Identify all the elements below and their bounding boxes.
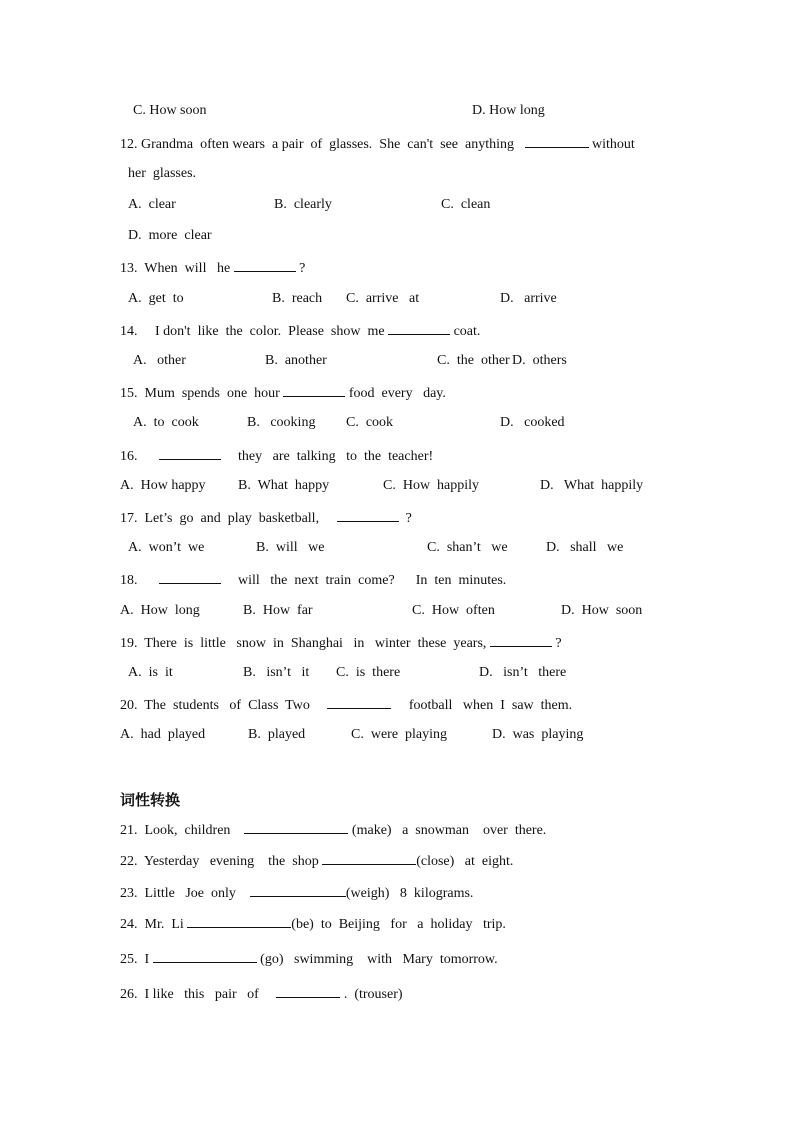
q19-option-b: B. isn’t it	[243, 665, 310, 680]
q17-text-after: ?	[405, 511, 412, 526]
answer-blank[interactable]	[159, 446, 221, 460]
q12-text-line2: her glasses.	[128, 166, 197, 181]
q15-option-d: D. cooked	[500, 415, 565, 430]
answer-blank[interactable]	[159, 570, 221, 584]
answer-blank[interactable]	[322, 851, 416, 865]
q21-question	[120, 820, 546, 840]
q18-option-a: A. How long	[120, 603, 200, 618]
q12-question	[120, 134, 635, 154]
q15-question	[120, 383, 446, 403]
q13-option-b: B. reach	[272, 291, 323, 306]
q16-option-a: A. How happy	[120, 478, 206, 493]
q12-option-a: A. clear	[128, 197, 176, 212]
answer-blank[interactable]	[490, 633, 552, 647]
q19-text-after: ?	[555, 636, 562, 651]
q11-option-c: C. How soon	[133, 103, 207, 118]
section-heading: 词性转换	[120, 791, 181, 809]
q23-text: 23. Little Joe only	[120, 886, 236, 901]
q18-option-b: B. How far	[243, 603, 313, 618]
answer-blank[interactable]	[187, 914, 291, 928]
answer-blank[interactable]	[153, 949, 257, 963]
answer-blank[interactable]	[250, 883, 346, 897]
q18-text: will the next train come?	[238, 573, 395, 588]
q24-text: 24. Mr. Li	[120, 917, 184, 932]
q23-text-after: (weigh) 8 kilograms.	[345, 886, 474, 901]
answer-blank[interactable]	[327, 695, 391, 709]
q19-option-d: D. isn’t there	[479, 665, 567, 680]
q24-question	[120, 914, 506, 934]
answer-blank[interactable]	[283, 383, 345, 397]
q14-question	[120, 321, 480, 341]
q21-text-after: (make) a snowman over there.	[351, 823, 547, 838]
q15-option-c: C. cook	[346, 415, 394, 430]
q11-option-d: D. How long	[472, 103, 545, 118]
q13-text: 13. When will he	[120, 261, 231, 276]
q25-text-after: (go) swimming with Mary tomorrow.	[260, 952, 498, 967]
q15-option-a: A. to cook	[133, 415, 199, 430]
q26-question	[120, 984, 403, 1004]
q20-text: 20. The students of Class Two	[120, 698, 310, 713]
q20-option-b: B. played	[248, 727, 306, 742]
q19-option-c: C. is there	[336, 665, 401, 680]
q21-text: 21. Look, children	[120, 823, 231, 838]
q17-question	[120, 508, 412, 528]
q19-question	[120, 633, 562, 653]
q18-option-d: D. How soon	[561, 603, 643, 618]
q26-text: 26. I like this pair of	[120, 987, 259, 1002]
q12-text-after: without	[592, 137, 635, 152]
q15-text-after: food every day.	[348, 386, 446, 401]
answer-blank[interactable]	[244, 820, 348, 834]
q13-option-d: D. arrive	[500, 291, 557, 306]
q12-option-b: B. clearly	[274, 197, 332, 212]
q16-text: they are talking to the teacher!	[238, 449, 434, 464]
q18-answer-text: In ten minutes.	[415, 573, 507, 588]
q14-text-after: coat.	[453, 324, 481, 339]
q15-text: 15. Mum spends one hour	[120, 386, 280, 401]
q14-option-b: B. another	[265, 353, 327, 368]
q22-text-after: (close) at eight.	[416, 854, 514, 869]
q12-text: 12. Grandma often wears a pair of glasses. She can't see anything	[120, 137, 515, 152]
q20-option-a: A. had played	[120, 727, 206, 742]
q17-option-c: C. shan’t we	[427, 540, 508, 555]
q16-option-d: D. What happily	[540, 478, 644, 493]
answer-blank[interactable]	[337, 508, 399, 522]
q14-text: 14. I don't like the color. Please show me	[120, 324, 385, 339]
q12-option-c: C. clean	[441, 197, 491, 212]
answer-blank[interactable]	[234, 258, 296, 272]
q17-text: 17. Let’s go and play basketball,	[120, 511, 320, 526]
q26-text-after: . (trouser)	[343, 987, 403, 1002]
answer-blank[interactable]	[276, 984, 340, 998]
q18-question	[120, 570, 506, 590]
q14-option-c: C. the other	[437, 353, 510, 368]
q15-option-b: B. cooking	[247, 415, 316, 430]
q20-option-c: C. were playing	[351, 727, 448, 742]
q17-option-d: D. shall we	[546, 540, 624, 555]
q14-option-a: A. other	[133, 353, 186, 368]
q17-option-a: A. won’t we	[128, 540, 205, 555]
q24-text-after: (be) to Beijing for a holiday trip.	[291, 917, 506, 932]
answer-blank[interactable]	[525, 134, 589, 148]
q20-text-after: football when I saw them.	[408, 698, 573, 713]
q16-option-b: B. What happy	[238, 478, 330, 493]
q16-option-c: C. How happily	[383, 478, 480, 493]
answer-blank[interactable]	[388, 321, 450, 335]
q20-question	[120, 695, 572, 715]
q18-number: 18.	[120, 573, 138, 588]
q22-question	[120, 851, 513, 871]
q22-text: 22. Yesterday evening the shop	[120, 854, 319, 869]
q25-question	[120, 949, 498, 969]
q16-number: 16.	[120, 449, 138, 464]
q18-option-c: C. How often	[412, 603, 495, 618]
q25-text: 25. I	[120, 952, 150, 967]
q17-option-b: B. will we	[256, 540, 325, 555]
q13-option-a: A. get to	[128, 291, 184, 306]
q13-text-after: ?	[299, 261, 306, 276]
q13-question	[120, 258, 305, 278]
q19-option-a: A. is it	[128, 665, 173, 680]
q19-text: 19. There is little snow in Shanghai in winter these years,	[120, 636, 487, 651]
q12-option-d: D. more clear	[128, 228, 212, 243]
q13-option-c: C. arrive at	[346, 291, 420, 306]
q16-question	[120, 446, 433, 466]
q23-question	[120, 883, 473, 903]
q20-option-d: D. was playing	[492, 727, 584, 742]
q14-option-d: D. others	[512, 353, 567, 368]
